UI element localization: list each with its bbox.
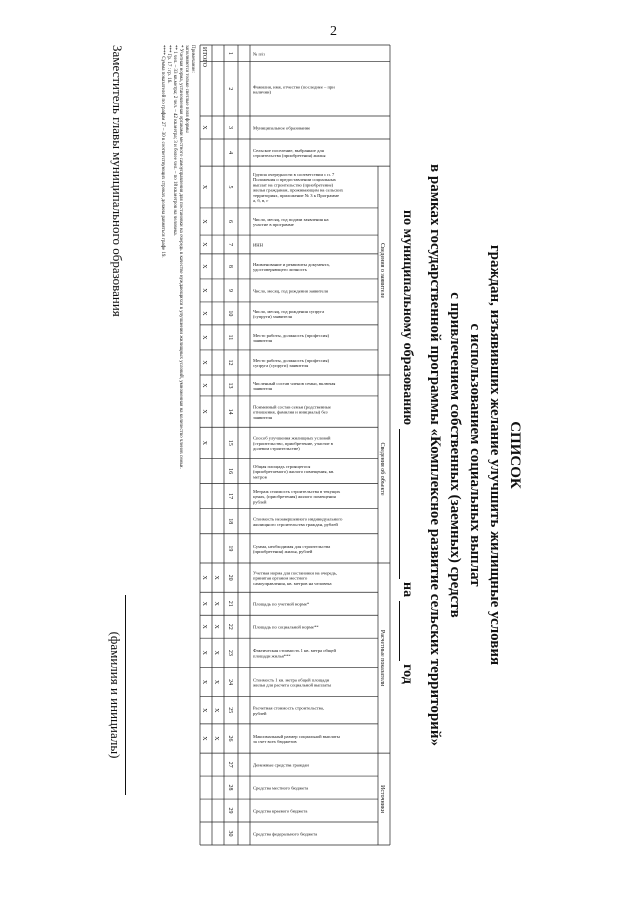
notes-block — [159, 45, 195, 845]
column-header-21: Площадь по учетной норме* — [253, 601, 310, 607]
column-header-24: Стоимость 1 кв. метра общей площади — [253, 677, 330, 683]
total-x-mark: X — [201, 624, 207, 629]
column-header-16: Общая площадь строящегося — [253, 463, 311, 469]
column-header-3: Муниципальное образование — [253, 125, 311, 131]
column-number-4: 4 — [227, 151, 233, 155]
note-2: ** 1 чел. – 33 кв.метра; 2 чел. – 42 кв.метра; 3 и более чел. – по 18 кв.метров на человека. — [172, 45, 177, 236]
total-x-mark: X — [201, 383, 207, 388]
column-header-5: Группа очередности в соответствии с п. 7 — [253, 172, 335, 178]
column-header-20: Учетная норма для постановки на очередь, — [253, 570, 338, 576]
row-x-mark: X — [213, 650, 219, 656]
column-header-14: заявителя — [253, 414, 273, 420]
column-header-22: Площадь по социальной норме** — [253, 624, 319, 630]
column-number-21: 21 — [227, 600, 233, 607]
column-header-26: за счет всех бюджетов — [253, 739, 297, 745]
column-number-23: 23 — [227, 649, 233, 656]
total-x-mark: X — [201, 264, 207, 269]
title-line-5: в рамках государственной программы «Комплексное развитие сельских территорий» — [427, 164, 443, 746]
column-header-17: ценах, (приобретения) жилого помещения — [253, 494, 336, 500]
column-header-5: Положения о предоставлении социальных — [253, 177, 336, 183]
total-x-mark: X — [201, 311, 207, 316]
column-number-12: 12 — [227, 359, 233, 366]
column-header-14: Поименный состав семьи (родственные — [253, 404, 331, 410]
column-header-23: площади жилья*** — [253, 653, 291, 659]
total-x-mark: X — [201, 125, 207, 130]
column-number-20: 20 — [227, 574, 233, 581]
column-number-9: 9 — [227, 288, 233, 292]
column-number-28: 28 — [227, 784, 233, 791]
column-header-15: (строительство, приобретение, участие в — [253, 440, 333, 446]
column-header-18: жилищного строительства граждан, рублей — [253, 521, 338, 527]
column-number-10: 10 — [227, 310, 233, 317]
total-x-mark: X — [201, 650, 207, 656]
title-heading: СПИСОК — [507, 421, 523, 489]
column-header-29: Средства краевого бюджета — [253, 808, 308, 814]
column-header-4: Сельское поселение, выбранное для — [253, 147, 324, 153]
total-x-mark: X — [201, 601, 207, 606]
column-number-30: 30 — [227, 830, 233, 837]
column-number-14: 14 — [227, 408, 233, 415]
table-grid — [200, 45, 390, 845]
column-header-23: Фактическая стоимость 1 кв. метра общей — [253, 648, 336, 654]
column-number-25: 25 — [227, 707, 233, 714]
column-number-18: 18 — [227, 518, 233, 525]
row-x-mark: X — [213, 575, 219, 580]
column-header-14: отношения, фамилия и инициалы) без — [253, 409, 328, 415]
notes-heading: Примечание: — [190, 45, 195, 73]
total-x-mark: X — [201, 360, 207, 365]
total-x-mark: X — [201, 575, 207, 580]
column-number-27: 27 — [227, 761, 233, 768]
row-x-mark: X — [213, 601, 219, 606]
total-x-mark: X — [201, 242, 207, 247]
note-0: заполняются только светлые поля формы — [184, 45, 189, 133]
column-header-7: ИНН — [253, 242, 263, 248]
year-blank[interactable] — [399, 601, 414, 661]
column-header-24: жилья для расчета социальной выплаты — [253, 682, 332, 688]
column-header-16: (приобретаемого) жилого помещения, кв. — [253, 469, 335, 475]
column-number-17: 17 — [227, 493, 233, 500]
row-x-mark: X — [213, 736, 219, 741]
column-header-12: супруга (супруги) заявителя — [253, 363, 309, 369]
total-x-mark: X — [201, 679, 207, 685]
column-header-13: заявителя — [253, 386, 273, 392]
column-header-30: Средства федерального бюджета — [253, 831, 318, 837]
column-number-13: 13 — [227, 382, 233, 389]
column-header-8: удостоверяющего личность — [253, 267, 307, 273]
column-number-26: 26 — [227, 735, 233, 742]
column-header-16: метров — [253, 474, 267, 480]
total-x-mark: X — [201, 335, 207, 340]
column-header-17: Метраж стоимость строительства в текущих — [253, 488, 341, 494]
title-line-2: граждан, изъявивших желание улучшить жилищные условия — [487, 244, 503, 666]
column-number-7: 7 — [227, 242, 233, 246]
rotated-document — [20, 25, 620, 885]
column-header-15: Способ улучшения жилищных условий — [253, 435, 331, 441]
column-header-6: участие в программе — [253, 222, 294, 228]
signature-position: Заместитель главы муниципального образования — [110, 45, 125, 317]
row-x-mark: X — [213, 708, 219, 713]
column-header-2: Фамилия, имя, отчество (последнее – при — [253, 84, 335, 90]
title-line-4: с привлечением собственных (заемных) средств — [447, 292, 463, 618]
total-x-mark: X — [201, 288, 207, 293]
title-line-3: с использованием социальных выплат — [467, 323, 483, 587]
column-header-4: строительства (приобретения) жилья — [253, 153, 326, 159]
column-header-5: жилья гражданам, проживающим на сельских — [253, 187, 344, 193]
column-header-5: а, б, в, г — [253, 198, 269, 204]
group-header-sources: Источники — [379, 785, 385, 814]
registry-table — [200, 45, 390, 845]
column-header-6: Число, месяц, год подачи заявления на — [253, 216, 329, 222]
total-x-mark: X — [201, 708, 207, 713]
column-header-2: наличии) — [253, 89, 272, 95]
column-number-6: 6 — [227, 220, 233, 224]
period-line — [399, 210, 415, 684]
total-label: ИТОГО — [201, 47, 207, 67]
column-number-24: 24 — [227, 679, 233, 686]
group-header-object: Сведения об объекте — [379, 442, 385, 496]
total-x-mark: X — [201, 440, 207, 446]
column-header-5: выплат на строительство (приобретение) — [253, 182, 334, 188]
group-header-applicant: Сведения о заявителе — [379, 243, 385, 299]
column-header-27: Денежные средства граждан — [253, 762, 309, 768]
signature-line[interactable] — [125, 595, 140, 795]
row-x-mark: X — [213, 679, 219, 685]
period-prefix: по муниципальному образованию — [400, 210, 415, 426]
column-number-19: 19 — [227, 545, 233, 552]
total-x-mark: X — [201, 409, 207, 414]
column-header-17: рублей — [253, 499, 267, 505]
column-header-10: (супруги) заявителя — [253, 314, 292, 320]
column-number-3: 3 — [227, 126, 233, 130]
column-header-13: Численный состав членов семьи, включая — [253, 380, 336, 386]
total-x-mark: X — [201, 736, 207, 741]
total-x-mark: X — [201, 219, 207, 224]
column-header-5: территориях, приложение № 3 к Программе — [253, 192, 340, 198]
column-header-19: Сумма, необходимая для строительства — [253, 543, 331, 549]
total-x-mark: X — [201, 184, 207, 190]
column-header-10: Число, месяц, год рождения супруга — [253, 308, 325, 314]
column-header-25: Расчетная стоимость строительства, — [253, 705, 324, 711]
column-number-8: 8 — [227, 264, 233, 268]
column-header-25: рублей — [253, 710, 267, 716]
column-number-29: 29 — [227, 807, 233, 814]
note-4: **** Сумма показателей по графам 27 – 30 в соответствующих строках должна равняться графе 19. — [160, 45, 165, 258]
column-header-11: заявителя — [253, 338, 273, 344]
column-header-11: Место работы, должность (профессия) — [253, 332, 329, 338]
column-number-5: 5 — [227, 185, 233, 189]
group-header-indicators: Расчетные показатели — [379, 629, 385, 687]
column-number-1: 1 — [227, 51, 233, 55]
note-3: *** Гр. 17 : гр. 16. — [166, 45, 171, 84]
signature-caption: (фамилия и инициалы) — [108, 631, 123, 759]
column-header-20: самоуправления, кв. метров на человека — [253, 580, 332, 586]
column-header-28: Средства местного бюджета — [253, 785, 309, 791]
municipality-blank[interactable] — [399, 429, 414, 579]
signature-block — [107, 595, 140, 795]
column-header-19: (приобретения) жилья, рублей — [253, 548, 313, 554]
column-number-16: 16 — [227, 468, 233, 475]
column-header-26: Максимальный размер социальной выплаты — [253, 733, 340, 739]
column-number-11: 11 — [227, 334, 233, 341]
period-suffix: год — [400, 664, 415, 684]
page-number: 2 — [330, 24, 337, 39]
column-header-18: Стоимость незавершенного индивидуального — [253, 516, 343, 522]
note-1: * Учетная норма, установленная органами местного самоуправления для постановки на очередь в качестве нуждающихся в улучшении жилищных условий, умноженная на количество членов семьи. — [178, 45, 183, 469]
period-middle: на — [400, 582, 415, 598]
column-number-2: 2 — [227, 87, 233, 91]
column-header-20: принятая органом местного — [253, 575, 308, 581]
column-header-12: Место работы, должность (профессия) — [253, 357, 329, 363]
column-number-22: 22 — [227, 623, 233, 630]
column-header-9: Число, месяц, год рождения заявителя — [253, 288, 329, 294]
column-header-1: № п/п — [253, 51, 265, 57]
row-x-mark: X — [213, 624, 219, 629]
column-number-15: 15 — [227, 439, 233, 446]
column-header-15: долевом строительстве) — [253, 446, 300, 452]
column-header-8: Наименование и реквизиты документа, — [253, 261, 330, 267]
